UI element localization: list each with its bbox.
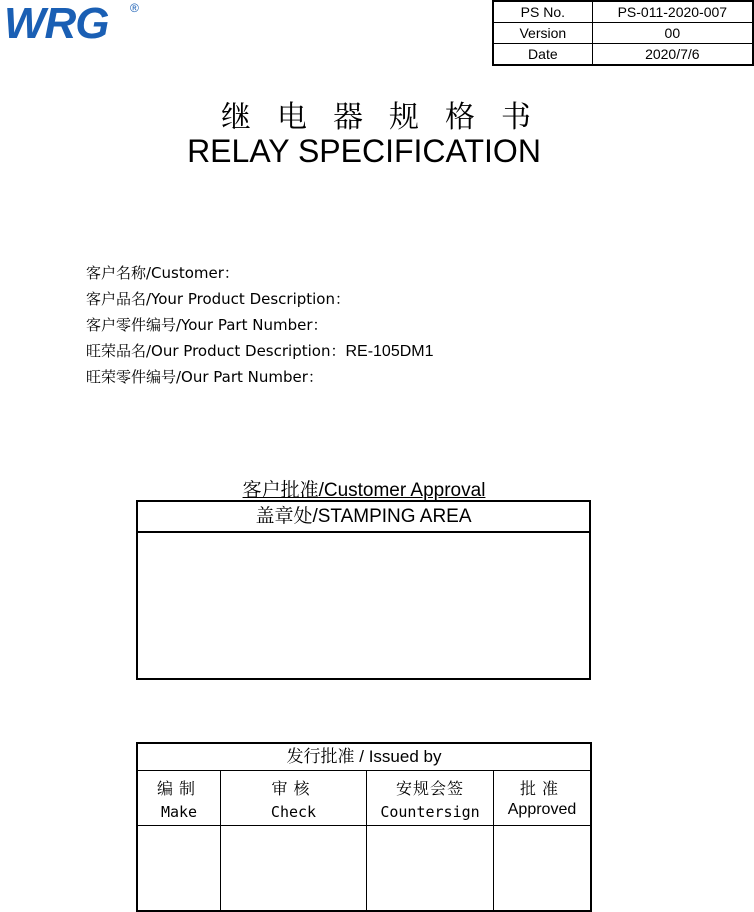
role-check	[221, 771, 367, 826]
customer-approval-heading	[136, 475, 592, 502]
registered-mark: ®	[130, 1, 139, 15]
wrg-logo	[2, 0, 142, 44]
role-cn-label: 安规会签	[395, 779, 464, 798]
check-signature-cell	[221, 826, 367, 912]
role-approved	[494, 771, 592, 826]
customer-approval-title: 客户批准/Customer Approval	[242, 480, 486, 501]
countersign-signature-cell	[367, 826, 494, 912]
ps-no-label: PS No.	[493, 1, 592, 23]
make-signature-cell	[137, 826, 221, 912]
role-countersign	[367, 771, 494, 826]
issued-by-header-row	[137, 743, 591, 771]
field-label: 旺荣品名/Our Product Description：	[86, 342, 346, 360]
title-english: RELAY SPECIFICATION	[187, 133, 541, 169]
version-value: 00	[592, 23, 753, 44]
field-label: 旺荣零件编号/Our Part Number：	[86, 368, 323, 386]
approved-signature-cell	[494, 826, 592, 912]
doc-control-row	[493, 44, 753, 66]
role-make	[137, 771, 221, 826]
version-label: Version	[493, 23, 592, 44]
your-part-number-field	[86, 312, 434, 338]
doc-control-row	[493, 1, 753, 23]
role-en-label: Countersign	[380, 803, 480, 821]
our-part-number-field	[86, 364, 434, 390]
stamping-area-box	[136, 500, 591, 680]
stamping-area-label: 盖章处/STAMPING AREA	[138, 502, 589, 533]
doc-control-table	[492, 0, 754, 66]
role-cn-label: 审核	[271, 779, 316, 798]
field-value: RE-105DM1	[345, 343, 434, 360]
issued-by-heading: 发行批准 / Issued by	[137, 743, 591, 771]
our-product-description-field	[86, 338, 434, 364]
signature-row	[137, 826, 591, 912]
logo-text: WRG	[4, 0, 109, 44]
doc-control-row	[493, 23, 753, 44]
issued-by-table	[136, 742, 592, 912]
customer-field	[86, 260, 434, 286]
role-en-label: Approved	[507, 801, 577, 818]
field-label: 客户品名/Your Product Description：	[86, 290, 350, 308]
role-cn-label: 批准	[519, 779, 564, 798]
field-label: 客户零件编号/Your Part Number：	[86, 316, 328, 334]
info-fields	[86, 260, 434, 390]
role-en-label: Make	[160, 803, 198, 821]
role-cn-label: 编制	[156, 779, 201, 798]
date-label: Date	[493, 44, 592, 66]
title-chinese: 继电器规格书	[221, 100, 557, 135]
your-product-description-field	[86, 286, 434, 312]
roles-row	[137, 771, 591, 826]
field-label: 客户名称/Customer：	[86, 264, 239, 282]
ps-no-value: PS-011-2020-007	[592, 1, 753, 23]
date-value: 2020/7/6	[592, 44, 753, 66]
role-en-label: Check	[270, 803, 317, 821]
